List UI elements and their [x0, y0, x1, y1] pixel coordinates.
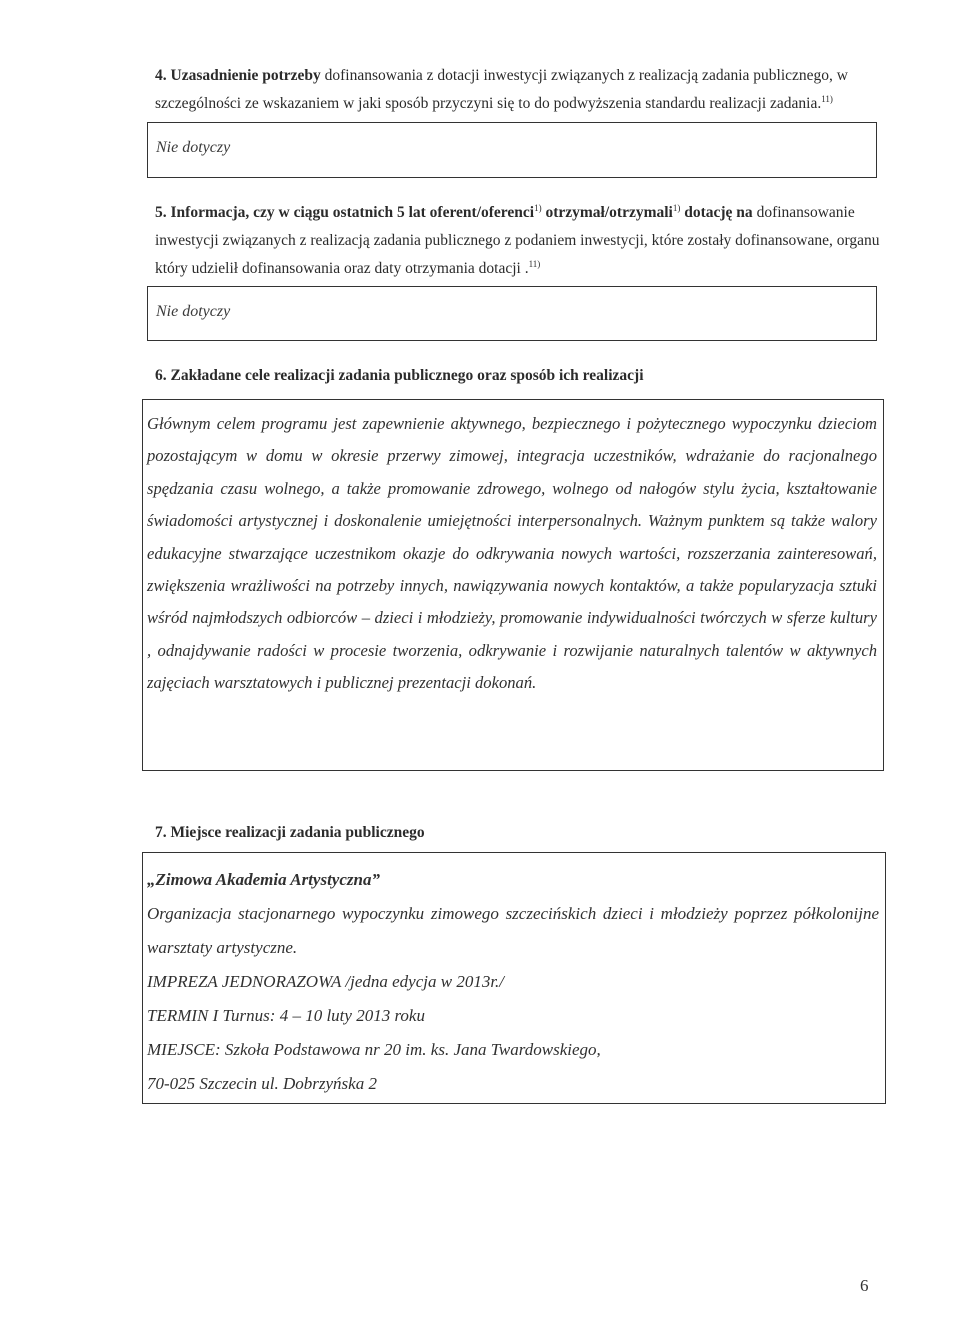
section-5-heading: [155, 199, 880, 283]
section-4-footnote: 11): [821, 93, 833, 104]
section-4-bold: 4. Uzasadnienie potrzeby: [155, 67, 321, 84]
section-6-title: 6. Zakładane cele realizacji zadania publicznego oraz sposób ich realizacji: [155, 367, 644, 384]
section-4-heading: [155, 62, 880, 118]
section-7-event-name: „Zimowa Akademia Artystyczna”: [147, 870, 380, 889]
section-5-bold-c: dotację na: [680, 204, 753, 221]
section-4-answer: Nie dotyczy: [156, 139, 231, 156]
section-5-fn1: 1): [534, 202, 542, 213]
section-7-heading: [155, 819, 880, 847]
section-7-line-3: MIEJSCE: Szkoła Podstawowa nr 20 im. ks. Jana Twardowskiego,: [147, 1040, 601, 1059]
section-4-text: dofinansowania z dotacji inwestycji związanych z realizacją zadania publicznego, w szczególności ze wskazaniem w jaki sposób przyczyni się to do podwyższenia standardu realizacji zadania.: [155, 67, 848, 112]
section-4-answer-box: [147, 122, 877, 178]
section-5-bold-b: otrzymał/otrzymali: [541, 204, 673, 221]
section-7-place-box: [142, 852, 886, 1104]
section-7-title: 7. Miejsce realizacji zadania publicznego: [155, 824, 425, 841]
section-7-description: Organizacja stacjonarnego wypoczynku zimowego szczecińskich dzieci i młodzieży poprzez półkolonijne warsztaty artystyczne.: [147, 904, 879, 957]
section-5-answer-box: [147, 286, 877, 341]
section-6-goals-box: [142, 399, 884, 771]
section-5-text: dofinansowanie inwestycji związanych z realizacją zadania publicznego z podaniem inwestycji, które zostały dofinansowane, organu który udzielił dofinansowania oraz daty otrzymania dotacji .: [155, 204, 880, 277]
section-7-line-2: TERMIN I Turnus: 4 – 10 luty 2013 roku: [147, 1006, 425, 1025]
page-number: 6: [860, 1276, 869, 1295]
section-5-answer: Nie dotyczy: [156, 303, 231, 320]
section-7-line-1: IMPREZA JEDNORAZOWA /jedna edycja w 2013r./: [147, 972, 505, 991]
section-6-heading: [155, 362, 880, 390]
section-6-body: Głównym celem programu jest zapewnienie aktywnego, bezpiecznego i pożytecznego wypoczynku dzieciom pozostającym w domu w okresie przerwy zimowej, integracja uczestników, wdrażanie do racjonalnego spędzania czasu wolnego, a także promowanie zdrowego, wolnego od nałogów stylu życia, kształtowanie świadomości artystycznej i doskonalenie umiejętności interpersonalnych. Ważnym punktem są także walory edukacyjne stwarzające uczestnikom okazje do odkrywania nowych wartości, rozszerzania zainteresowań, zwiększenia wrażliwości na potrzeby innych, nawiązywania nowych kontaktów, a także popularyzacja sztuki wśród najmłodszych odbiorców – dzieci i młodzieży, promowanie indywidualności twórczych w sferze kultury , odnajdywanie radości w procesie tworzenia, odkrywanie i rozwijanie naturalnych talentów w aktywnych zajęciach warsztatowych i publicznej prezentacji dokonań.: [147, 414, 877, 693]
section-5-fn2: 1): [672, 202, 681, 213]
section-5-footnote: 11): [528, 258, 541, 269]
section-5-bold-a: 5. Informacja, czy w ciągu ostatnich 5 lat oferent/oferenci: [155, 204, 535, 221]
section-7-line-4: 70-025 Szczecin ul. Dobrzyńska 2: [147, 1074, 377, 1093]
